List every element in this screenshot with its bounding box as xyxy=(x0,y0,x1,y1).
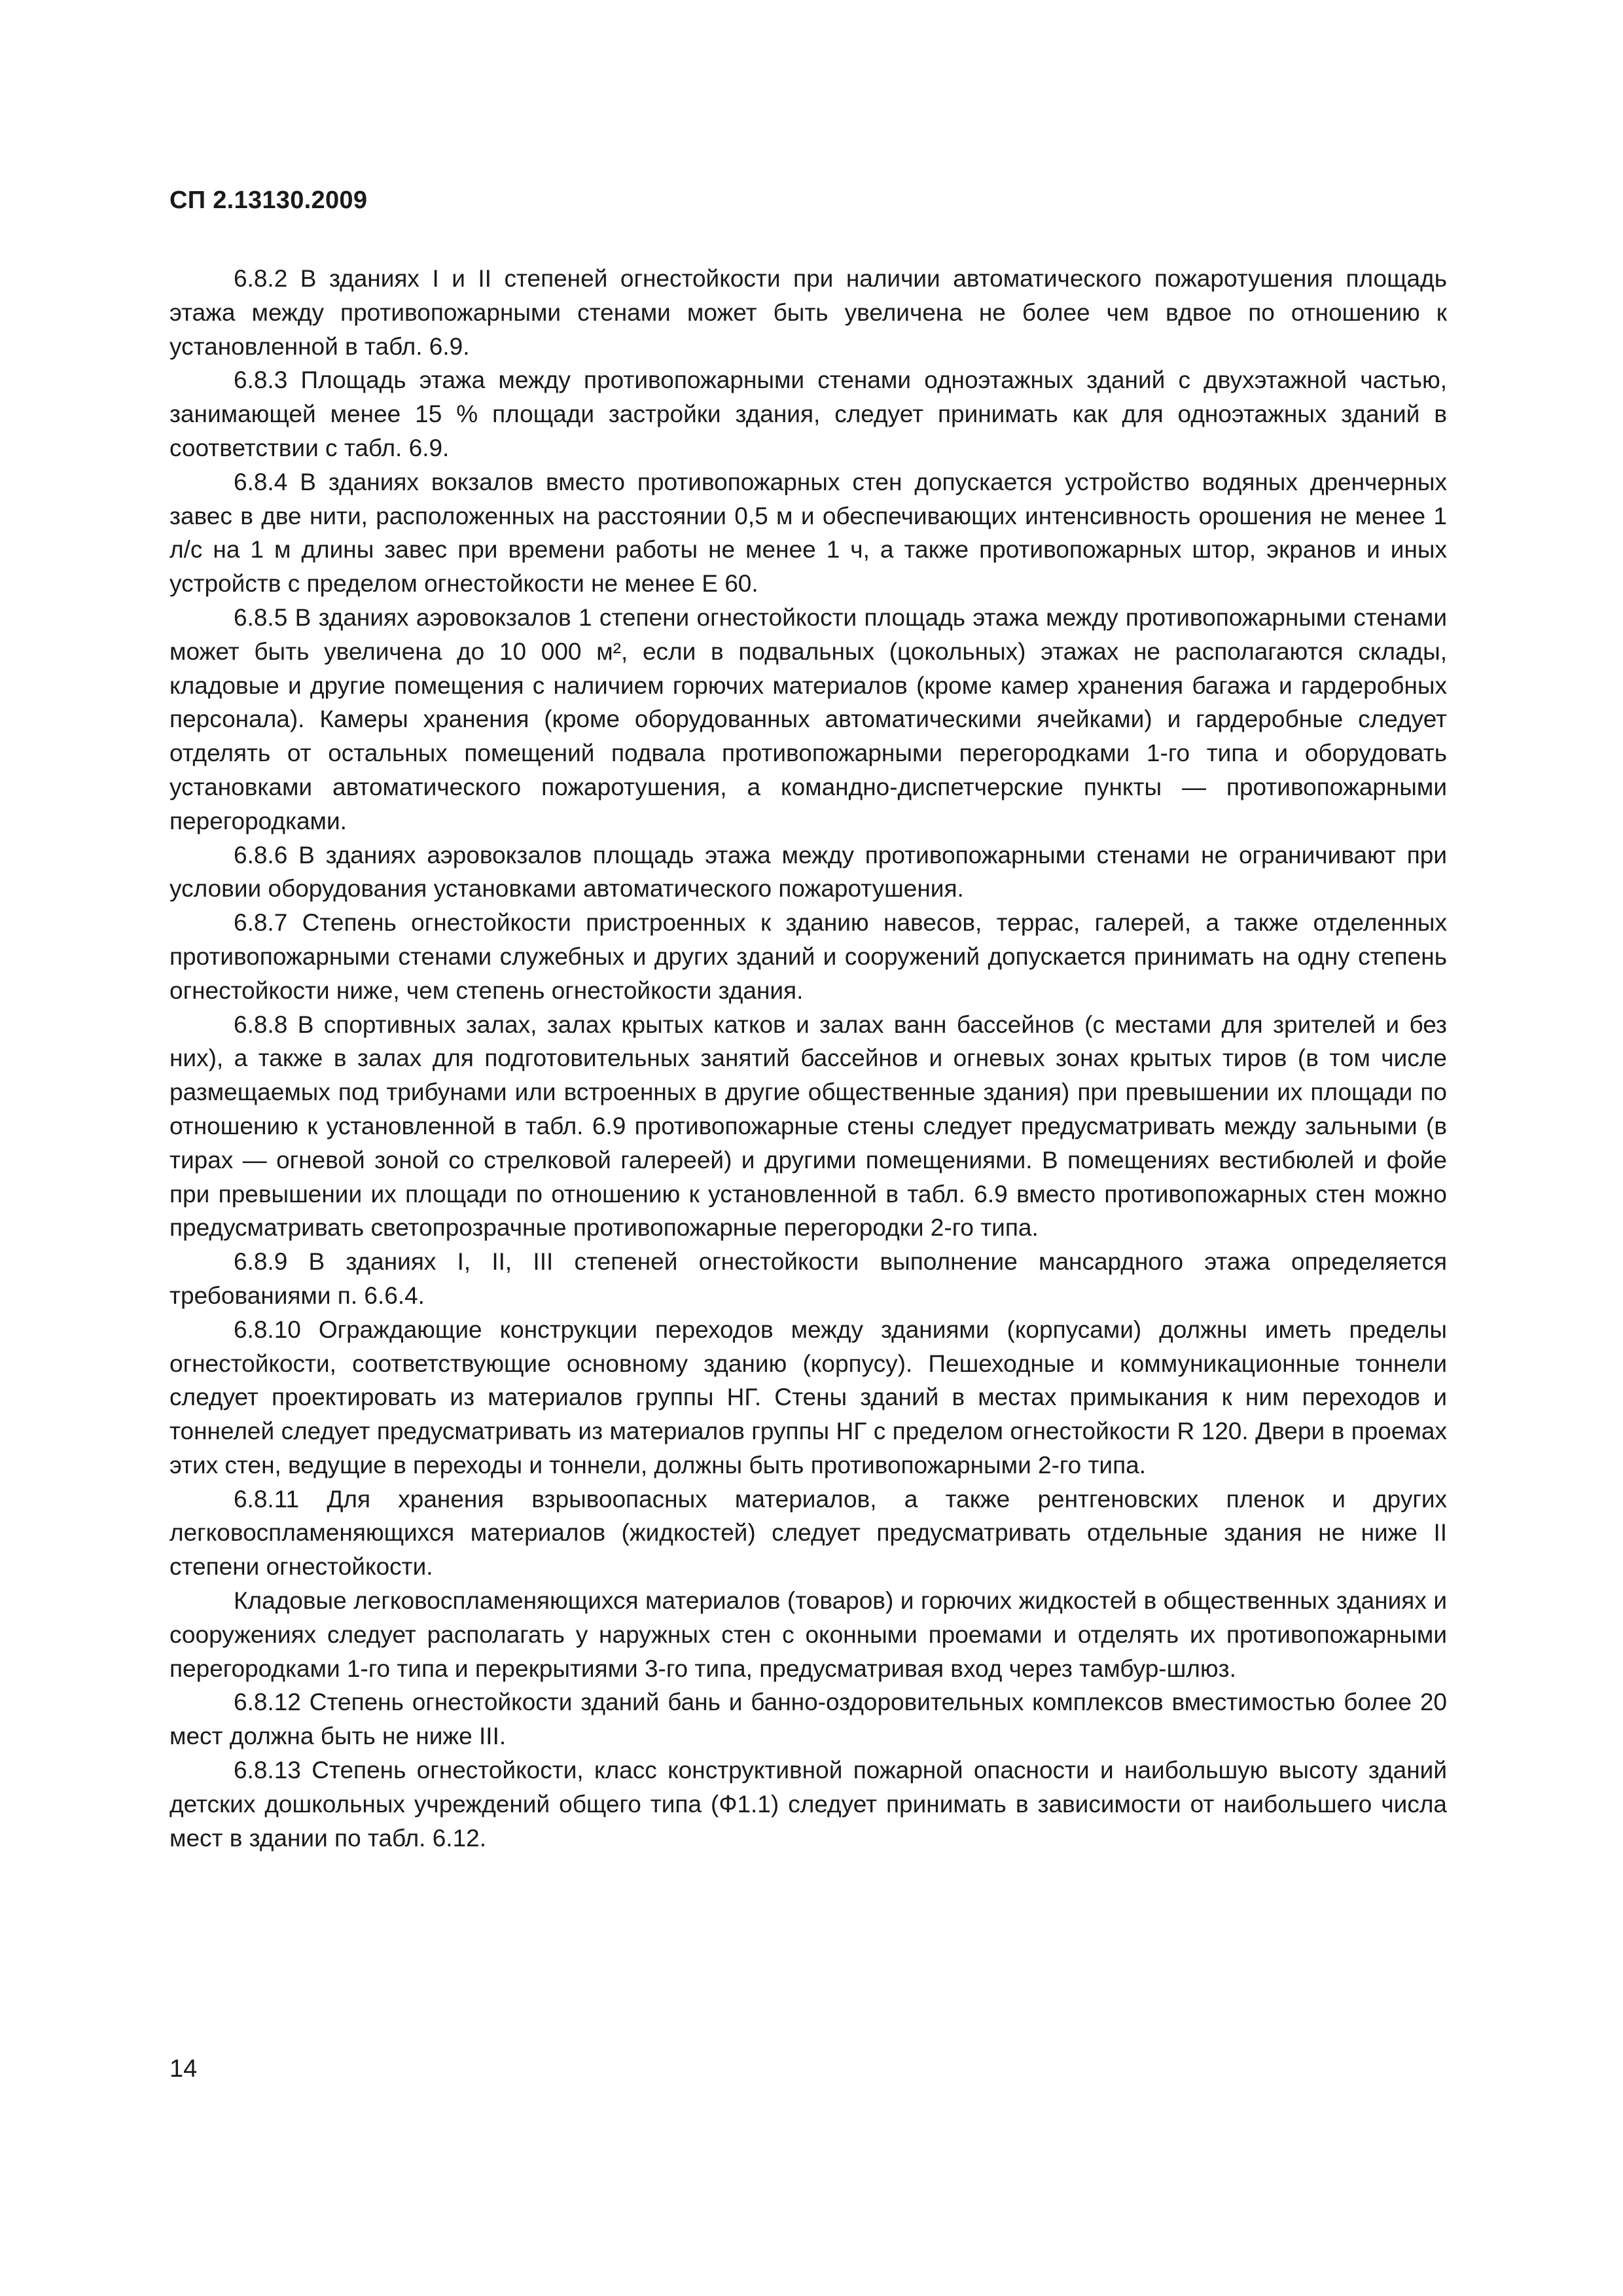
page-number: 14 xyxy=(169,2055,198,2083)
paragraph-6-8-13: 6.8.13 Степень огнестойкости, класс конструктивной пожарной опасности и наибольшую высоту зданий детских дошкольных учреждений общего типа (Ф1.1) следует принимать в зависимости от наибольшего числа мест в здании по табл. 6.12. xyxy=(169,1757,1447,1852)
paragraph-6-8-6: 6.8.6 В зданиях аэровокзалов площадь этажа между противопожарными стенами не ограничивают при условии оборудования установками автоматического пожаротушения. xyxy=(169,841,1447,903)
paragraph-6-8-11-storerooms: Кладовые легковоспламеняющихся материалов (товаров) и горючих жидкостей в общественных зданиях и сооружениях следует располагать у наружных стен с оконными проемами и отделять их противопожарными перегородками 1-го типа и перекрытиями 3-го типа, предусматривая вход через тамбур-шлюз. xyxy=(169,1587,1447,1682)
paragraph-6-8-9: 6.8.9 В зданиях I, II, III степеней огнестойкости выполнение мансардного этажа определяется требованиями п. 6.6.4. xyxy=(169,1248,1447,1309)
paragraph-6-8-5: 6.8.5 В зданиях аэровокзалов 1 степени огнестойкости площадь этажа между противопожарными стенами может быть увеличена до 10 000 м², если в подвальных (цокольных) этажах не располагаются склады, кладовые и другие помещения с наличием горючих материалов (кроме камер хранения багажа и гардеробных персонала). Камеры хранения (кроме оборудованных автоматическими ячейками) и гардеробные следует отделять от остальных помещений подвала противопожарными перегородками 1-го типа и оборудовать установками автоматического пожаротушения, а командно-диспетчерские пункты — противопожарными перегородками. xyxy=(169,603,1447,834)
document-body xyxy=(169,262,1447,1855)
paragraph-6-8-10: 6.8.10 Ограждающие конструкции переходов между зданиями (корпусами) должны иметь пределы огнестойкости, соответствующие основному зданию (корпусу). Пешеходные и коммуникационные тоннели следует проектировать из материалов группы НГ. Стены зданий в местах примыкания к ним переходов и тоннелей следует предусматривать из материалов группы НГ с пределом огнестойкости R 120. Двери в проемах этих стен, ведущие в переходы и тоннели, должны быть противопожарными 2-го типа. xyxy=(169,1316,1447,1479)
paragraph-6-8-2: 6.8.2 В зданиях I и II степеней огнестойкости при наличии автоматического пожаротушения площадь этажа между противопожарными стенами может быть увеличена не более чем вдвое по отношению к установленной в табл. 6.9. xyxy=(169,265,1447,360)
paragraph-6-8-3: 6.8.3 Площадь этажа между противопожарными стенами одноэтажных зданий с двухэтажной частью, занимающей менее 15 % площади застройки здания, следует принимать как для одноэтажных зданий в соответствии с табл. 6.9. xyxy=(169,367,1447,461)
paragraph-6-8-11: 6.8.11 Для хранения взрывоопасных материалов, а также рентгеновских пленок и других легковоспламеняющихся материалов (жидкостей) следует предусматривать отдельные здания не ниже II степени огнестойкости. xyxy=(169,1485,1447,1581)
paragraph-6-8-7: 6.8.7 Степень огнестойкости пристроенных к зданию навесов, террас, галерей, а также отделенных противопожарными стенами служебных и других зданий и сооружений допускается принимать на одну степень огнестойкости ниже, чем степень огнестойкости здания. xyxy=(169,909,1447,1004)
paragraph-6-8-8: 6.8.8 В спортивных залах, залах крытых катков и залах ванн бассейнов (с местами для зрителей и без них), а также в залах для подготовительных занятий бассейнов и огневых зонах крытых тиров (в том числе размещаемых под трибунами или встроенных в другие общественные здания) при превышении их площади по отношению к установленной в табл. 6.9 противопожарные стены следует предусматривать между зальными (в тирах — огневой зоной со стрелковой галереей) и другими помещениями. В помещениях вестибюлей и фойе при превышении их площади по отношению к установленной в табл. 6.9 вместо противопожарных стен можно предусматривать светопрозрачные противопожарные перегородки 2-го типа. xyxy=(169,1011,1447,1242)
paragraph-6-8-12: 6.8.12 Степень огнестойкости зданий бань и банно-оздоровительных комплексов вместимостью более 20 мест должна быть не ниже III. xyxy=(169,1689,1447,1750)
paragraph-6-8-4: 6.8.4 В зданиях вокзалов вместо противопожарных стен допускается устройство водяных дренчерных завес в две нити, расположенных на расстоянии 0,5 м и обеспечивающих интенсивность орошения не менее 1 л/с на 1 м длины завес при времени работы не менее 1 ч, а также противопожарных штор, экранов и иных устройств с пределом огнестойкости не менее Е 60. xyxy=(169,468,1447,598)
document-code-header: СП 2.13130.2009 xyxy=(169,187,368,214)
